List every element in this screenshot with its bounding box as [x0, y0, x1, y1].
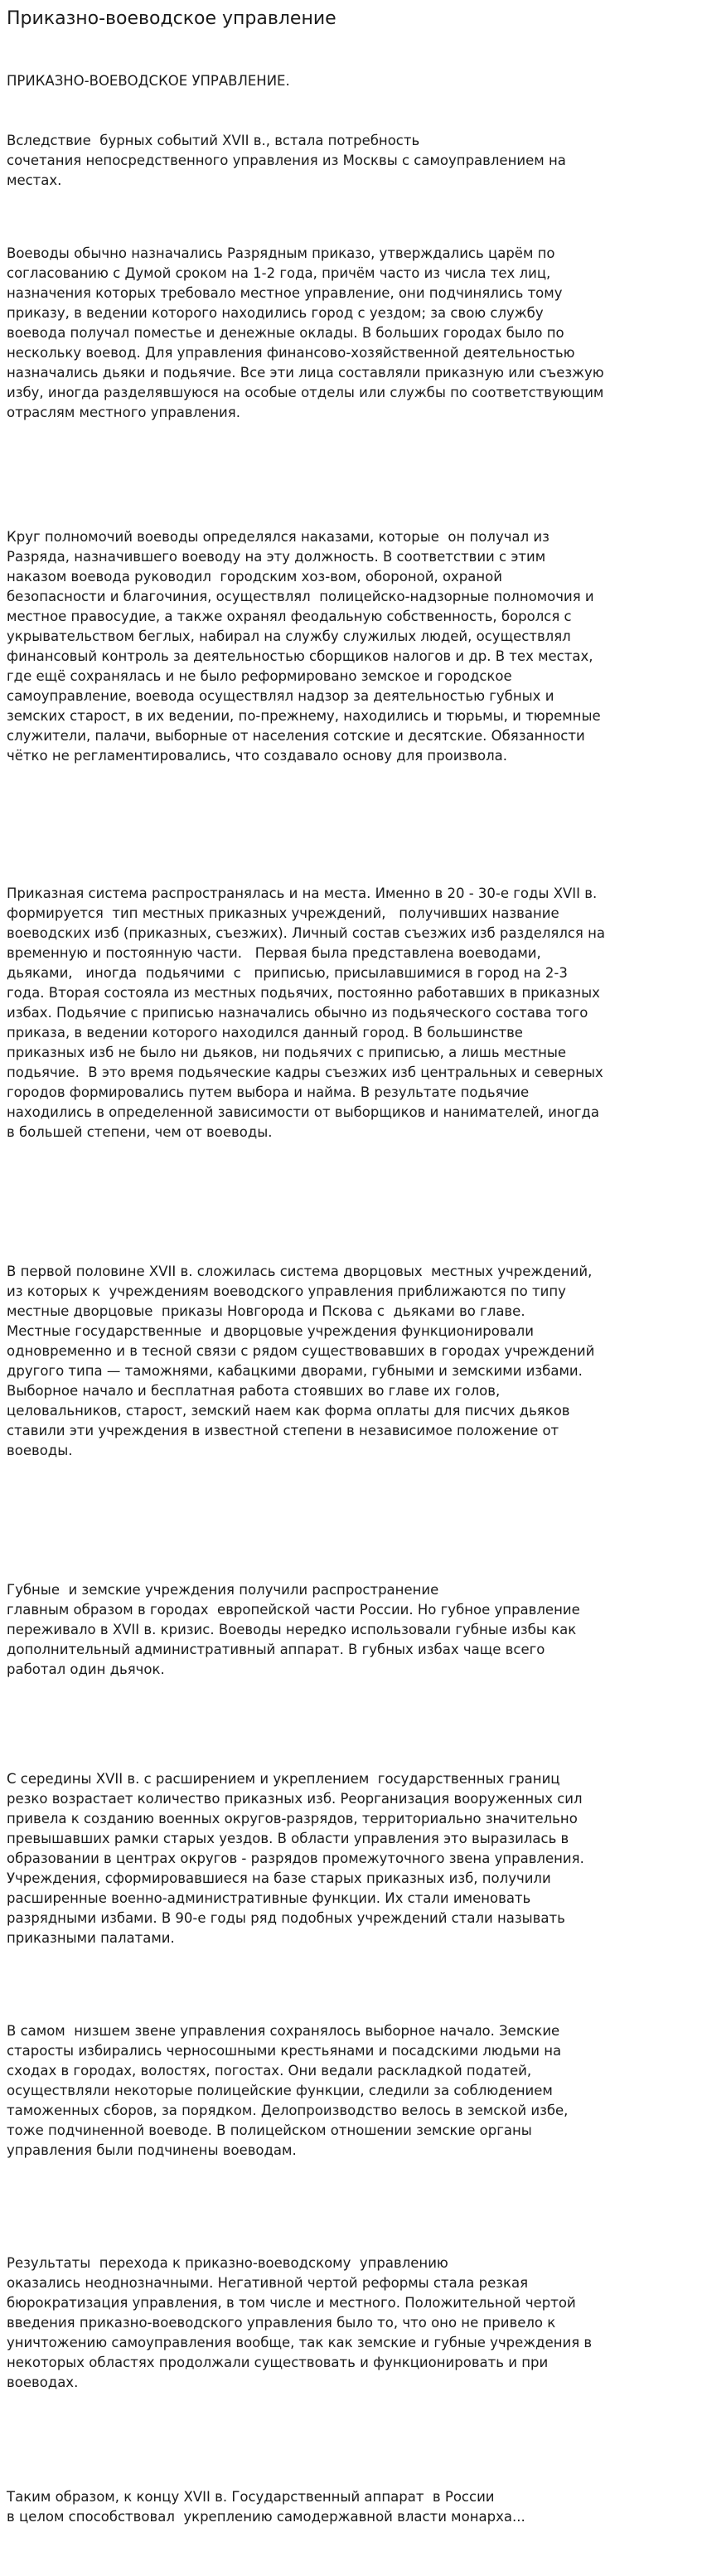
paragraph-conclusion	[7, 2487, 696, 2527]
text-line: уничтожению самоуправления вообще, так как земские и губные учреждения в	[7, 2335, 593, 2350]
text-line: дьяками, иногда подьячими с приписью, присылавшимися в город на 2-3	[7, 965, 568, 981]
text-line: одновременно и в тесной связи с рядом существовавших в городах учреждений	[7, 1343, 595, 1359]
text-line: формируется тип местных приказных учреждений, получивших название	[7, 905, 559, 921]
text-line: в целом способствовал укреплению самодержавной власти монарха...	[7, 2509, 525, 2525]
paragraph-gubnye	[7, 1580, 696, 1680]
text-line: года. Вторая состояла из местных подьячих, постоянно работавших в приказных	[7, 985, 600, 1001]
text-line: сочетания непосредственного управления из Москвы с самоуправлением на	[7, 153, 566, 168]
text-line: местные дворцовые приказы Новгорода и Пскова с дьяками во главе.	[7, 1303, 525, 1319]
text-line: образовании в центрах округов - разрядов промежуточного звена управления.	[7, 1851, 584, 1866]
text-line: целовальников, старост, земский наем как форма оплаты для писчих дьяков	[7, 1403, 570, 1419]
text-line: бюрократизация управления, в том числе и местного. Положительной чертой	[7, 2295, 576, 2311]
text-line: приказа, в ведении которого находился данный город. В большинстве	[7, 1025, 523, 1041]
text-line: безопасности и благочиния, осуществлял полицейско-надзорные полномочия и	[7, 589, 594, 604]
text-line: приказными палатами.	[7, 1930, 175, 1946]
text-line: В самом низшем звене управления сохранялось выборное начало. Земские	[7, 2023, 560, 2039]
text-line: некоторых областях продолжали существовать и функционировать и при	[7, 2355, 549, 2370]
text-line: дополнительный административный аппарат. В губных избах чаще всего	[7, 1642, 545, 1657]
text-line: воеводы.	[7, 1443, 73, 1458]
text-line: наказом воевода руководил городским хоз-вом, обороной, охраной	[7, 569, 502, 585]
paragraph-rezultaty	[7, 2253, 696, 2393]
text-line: нескольку воевод. Для управления финансово-хозяйственной деятельностью	[7, 345, 575, 361]
text-line: воевода получал поместье и денежные оклады. В больших городах было по	[7, 325, 564, 341]
page-title: Приказно-воеводское управление	[7, 8, 336, 29]
text-line: Разряда, назначившего воеводу на эту должность. В соответствии с этим	[7, 549, 546, 565]
text-line: осуществляли некоторые полицейские функции, следили за соблюдением	[7, 2083, 553, 2098]
text-line: где ещё сохранялась и не было реформировано земское и городское	[7, 668, 512, 684]
text-line: резко возрастает количество приказных изб. Реорганизация вооруженных сил	[7, 1791, 583, 1807]
text-line: согласованию с Думой сроком на 1-2 года, причём часто из числа тех лиц,	[7, 265, 551, 281]
text-line: избу, иногда разделявшуюся на особые отделы или службы по соответствующим	[7, 385, 604, 400]
text-line: избах. Подьячие с приписью назначались обычно из подьяческого состава того	[7, 1005, 588, 1021]
text-line: сходах в городах, волостях, погостах. Они ведали раскладкой податей,	[7, 2063, 532, 2079]
text-line: Круг полномочий воеводы определялся наказами, которые он получал из	[7, 529, 549, 545]
text-line: воеводах.	[7, 2375, 79, 2390]
text-line: находились в определенной зависимости от выборщиков и нанимателей, иногда	[7, 1104, 600, 1120]
text-line: ставили эти учреждения в известной степени в независимое положение от	[7, 1423, 559, 1438]
text-line: самоуправление, воевода осуществлял надзор за деятельностью губных и	[7, 688, 554, 704]
text-line: в большей степени, чем от воеводы.	[7, 1124, 273, 1140]
text-line: управления были подчинены воеводам.	[7, 2142, 297, 2158]
document-subtitle: ПРИКАЗНО-ВОЕВОДСКОЕ УПРАВЛЕНИЕ.	[7, 73, 290, 89]
text-line: местное правосудие, а также охранял феодальную собственность, боролся с	[7, 609, 572, 624]
text-line: Результаты перехода к приказно-воеводскому управлению	[7, 2255, 448, 2271]
text-line: земских старост, в их ведении, по-прежнему, находились и тюрьмы, и тюремные	[7, 708, 601, 724]
text-line: С середины XVII в. с расширением и укреплением государственных границ	[7, 1771, 560, 1787]
text-line: Таким образом, к концу XVII в. Государственный аппарат в России	[7, 2489, 495, 2505]
paragraph-nizshee-zveno	[7, 2021, 696, 2161]
text-line: Приказная система распространялась и на места. Именно в 20 - 30-е годы XVII в.	[7, 885, 598, 901]
text-line: Воеводы обычно назначались Разрядным приказо, утверждались царём по	[7, 245, 555, 261]
paragraph-voevody	[7, 244, 696, 423]
text-line: работал один дьячок.	[7, 1662, 165, 1677]
paragraph-intro	[7, 131, 696, 191]
text-line: тоже подчиненной воеводе. В полицейском отношении земские органы	[7, 2122, 532, 2138]
paragraph-dvortsovye	[7, 1262, 696, 1461]
paragraph-prikaznaya-sistema	[7, 884, 696, 1142]
text-line: Учреждения, сформировавшиеся на базе старых приказных изб, получили	[7, 1870, 551, 1886]
text-line: В первой половине XVII в. сложилась система дворцовых местных учреждений,	[7, 1264, 593, 1279]
paragraph-polnomochiya	[7, 527, 696, 766]
text-line: финансовый контроль за деятельностью сборщиков налогов и др. В тех местах,	[7, 648, 593, 664]
text-line: из которых к учреждениям воеводского управления приближаются по типу	[7, 1283, 566, 1299]
text-line: переживало в XVII в. кризис. Воеводы нередко использовали губные избы как	[7, 1622, 577, 1637]
text-line: Вследствие бурных событий XVII в., встала потребность	[7, 133, 420, 148]
text-line: главным образом в городах европейской части России. Но губное управление	[7, 1602, 580, 1618]
text-line: воеводских изб (приказных, съезжих). Личный состав съезжих изб разделялся на	[7, 925, 606, 941]
text-line: городов формировались путем выбора и найма. В результате подьячие	[7, 1084, 530, 1100]
text-line: Губные и земские учреждения получили распространение	[7, 1582, 439, 1598]
text-line: привела к созданию военных округов-разрядов, территориально значительно	[7, 1811, 578, 1826]
text-line: таможенных сборов, за порядком. Делопроизводство велось в земской избе,	[7, 2103, 569, 2118]
text-line: местах.	[7, 172, 62, 188]
text-line: подьячие. В это время подьяческие кадры съезжих изб центральных и северных	[7, 1065, 603, 1080]
text-line: оказались неоднозначными. Негативной чертой реформы стала резкая	[7, 2275, 529, 2291]
text-line: укрывательством беглых, набирал на службу служилых людей, осуществлял	[7, 628, 571, 644]
text-line: приказу, в ведении которого находились город с уездом; за свою службу	[7, 305, 544, 321]
paragraph-razryady	[7, 1769, 696, 1948]
text-line: Выборное начало и бесплатная работа стоявших во главе их голов,	[7, 1383, 501, 1399]
text-line: назначения которых требовало местное управление, они подчинялись тому	[7, 285, 563, 301]
text-line: отраслям местного управления.	[7, 405, 240, 420]
text-line: Местные государственные и дворцовые учреждения функционировали	[7, 1323, 534, 1339]
text-line: введения приказно-воеводского управления было то, что оно не привело к	[7, 2315, 556, 2331]
text-line: чётко не регламентировались, что создавало основу для произвола.	[7, 748, 507, 764]
text-line: назначались дьяки и подьячие. Все эти лица составляли приказную или съезжую	[7, 365, 604, 381]
text-line: превышавших рамки старых уездов. В области управления это выразилась в	[7, 1831, 569, 1846]
text-line: приказных изб не было ни дьяков, ни подьячих с приписью, а лишь местные	[7, 1045, 567, 1060]
text-line: временную и постоянную части. Первая была представлена воеводами,	[7, 945, 541, 961]
text-line: расширенные военно-административные функции. Их стали именовать	[7, 1890, 531, 1906]
text-line: старосты избирались черносошными крестьянами и посадскими людьми на	[7, 2043, 562, 2059]
text-line: разрядными избами. В 90-е годы ряд подобных учреждений стали называть	[7, 1910, 565, 1926]
text-line: другого типа — таможнями, кабацкими дворами, губными и земскими избами.	[7, 1363, 583, 1379]
text-line: служители, палачи, выборные от населения сотские и десятские. Обязанности	[7, 728, 585, 744]
